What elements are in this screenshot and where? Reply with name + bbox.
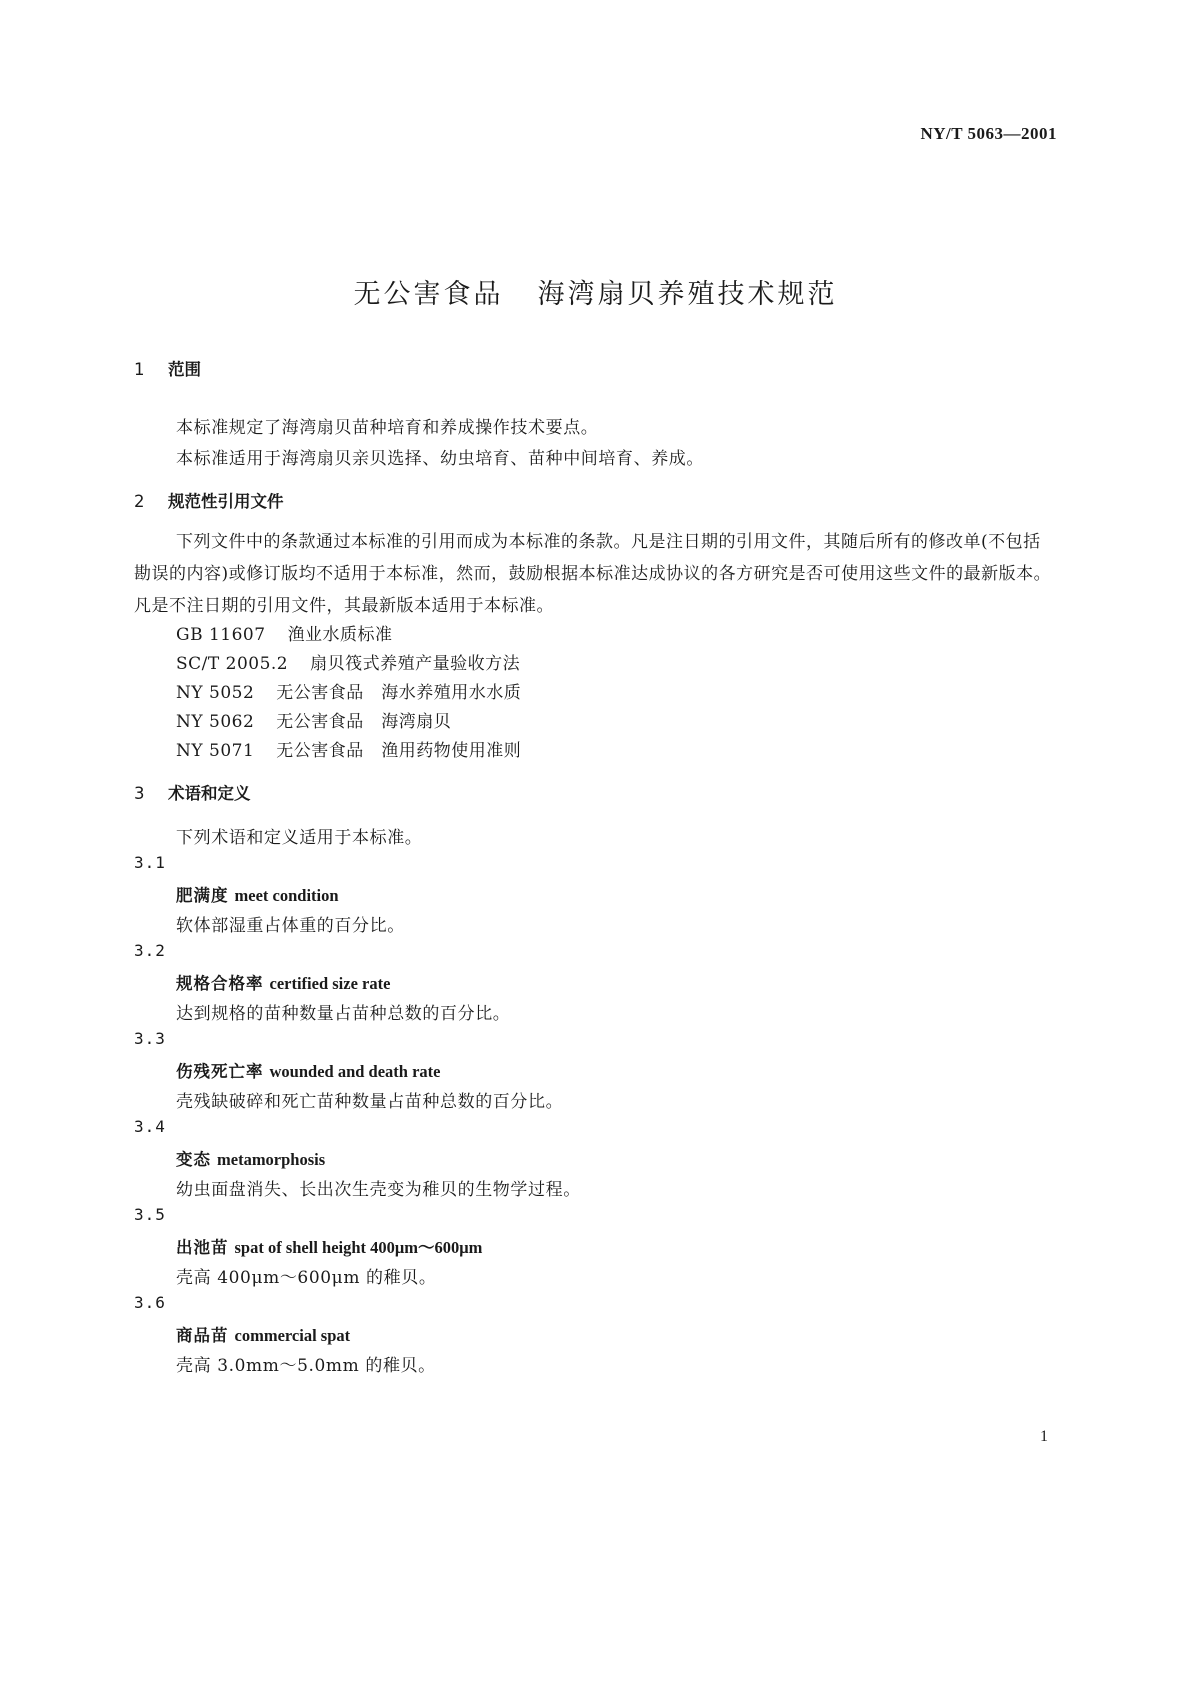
term-name-en: meet condition [234, 886, 339, 905]
reference-code: NY 5071 [176, 741, 255, 761]
term-name-zh: 伤残死亡率 [176, 1062, 264, 1081]
term-number: 3.6 [134, 1293, 166, 1312]
page-number: 1 [1040, 1428, 1048, 1445]
term-name [176, 1234, 482, 1258]
section3-intro: 下列术语和定义适用于本标准。 [176, 828, 423, 848]
reference-code: NY 5052 [176, 683, 255, 703]
term-name-en: certified size rate [269, 974, 391, 993]
section-title: 术语和定义 [168, 784, 251, 803]
term-name-en: metamorphosis [217, 1150, 326, 1169]
reference-code: GB 11607 [176, 625, 266, 645]
section-title: 规范性引用文件 [168, 492, 284, 511]
document-title [0, 272, 1191, 311]
section2-intro: 下列文件中的条款通过本标准的引用而成为本标准的条款。凡是注日期的引用文件，其随后所有的修改单(不包括勘误的内容)或修订版均不适用于本标准，然而，鼓励根据本标准达成协议的各方研究是否可使用这些文件的最新版本。凡是不注日期的引用文件，其最新版本适用于本标准。 [134, 532, 1052, 616]
term-definition: 壳残缺破碎和死亡苗种数量占苗种总数的百分比。 [176, 1092, 564, 1112]
reference-name: 无公害食品 渔用药物使用准则 [276, 741, 522, 761]
section-number: 3 [134, 784, 145, 803]
title-part1: 无公害食品 [353, 279, 504, 310]
reference-item [176, 707, 451, 732]
term-name-en: wounded and death rate [269, 1062, 441, 1081]
term-name [176, 1146, 325, 1170]
section-title: 范围 [168, 360, 201, 379]
term-definition: 达到规格的苗种数量占苗种总数的百分比。 [176, 1004, 511, 1024]
term-number: 3.4 [134, 1117, 166, 1136]
term-name [176, 882, 339, 906]
section1-paragraph: 本标准规定了海湾扇贝苗种培育和养成操作技术要点。 [176, 418, 599, 438]
section-number: 2 [134, 492, 145, 511]
reference-code: SC/T 2005.2 [176, 654, 289, 674]
term-name-zh: 规格合格率 [176, 974, 264, 993]
section3-heading [134, 780, 251, 804]
reference-name: 渔业水质标准 [287, 625, 393, 645]
title-part2: 海湾扇贝养殖技术规范 [537, 279, 838, 310]
term-number: 3.3 [134, 1029, 166, 1048]
term-name-zh: 肥满度 [176, 886, 229, 905]
term-number: 3.2 [134, 941, 166, 960]
term-number: 3.5 [134, 1205, 166, 1224]
section-number: 1 [134, 360, 145, 379]
reference-name: 扇贝筏式养殖产量验收方法 [310, 654, 521, 674]
term-definition: 壳高 400μm～600μm 的稚贝。 [176, 1268, 437, 1288]
term-name [176, 970, 390, 994]
reference-item [176, 678, 521, 703]
term-name-zh: 出池苗 [176, 1238, 229, 1257]
term-name-zh: 变态 [176, 1150, 211, 1169]
term-definition: 幼虫面盘消失、长出次生壳变为稚贝的生物学过程。 [176, 1180, 581, 1200]
reference-code: NY 5062 [176, 712, 255, 732]
term-definition: 壳高 3.0mm～5.0mm 的稚贝。 [176, 1356, 436, 1376]
standard-number: NY/T 5063—2001 [920, 124, 1057, 143]
term-name-en: commercial spat [234, 1326, 351, 1345]
term-name-en: spat of shell height 400μm～600μm [234, 1238, 483, 1257]
reference-item [176, 620, 393, 645]
term-definition: 软体部湿重占体重的百分比。 [176, 916, 405, 936]
term-name-zh: 商品苗 [176, 1326, 229, 1345]
reference-name: 无公害食品 海湾扇贝 [276, 712, 452, 732]
section1-paragraph: 本标准适用于海湾扇贝亲贝选择、幼虫培育、苗种中间培育、养成。 [176, 449, 704, 469]
reference-name: 无公害食品 海水养殖用水水质 [276, 683, 522, 703]
reference-item [176, 649, 520, 674]
section2-heading [134, 488, 284, 512]
term-number: 3.1 [134, 853, 166, 872]
section1-heading [134, 356, 201, 380]
reference-item [176, 736, 521, 761]
term-name [176, 1322, 350, 1346]
term-name [176, 1058, 441, 1082]
